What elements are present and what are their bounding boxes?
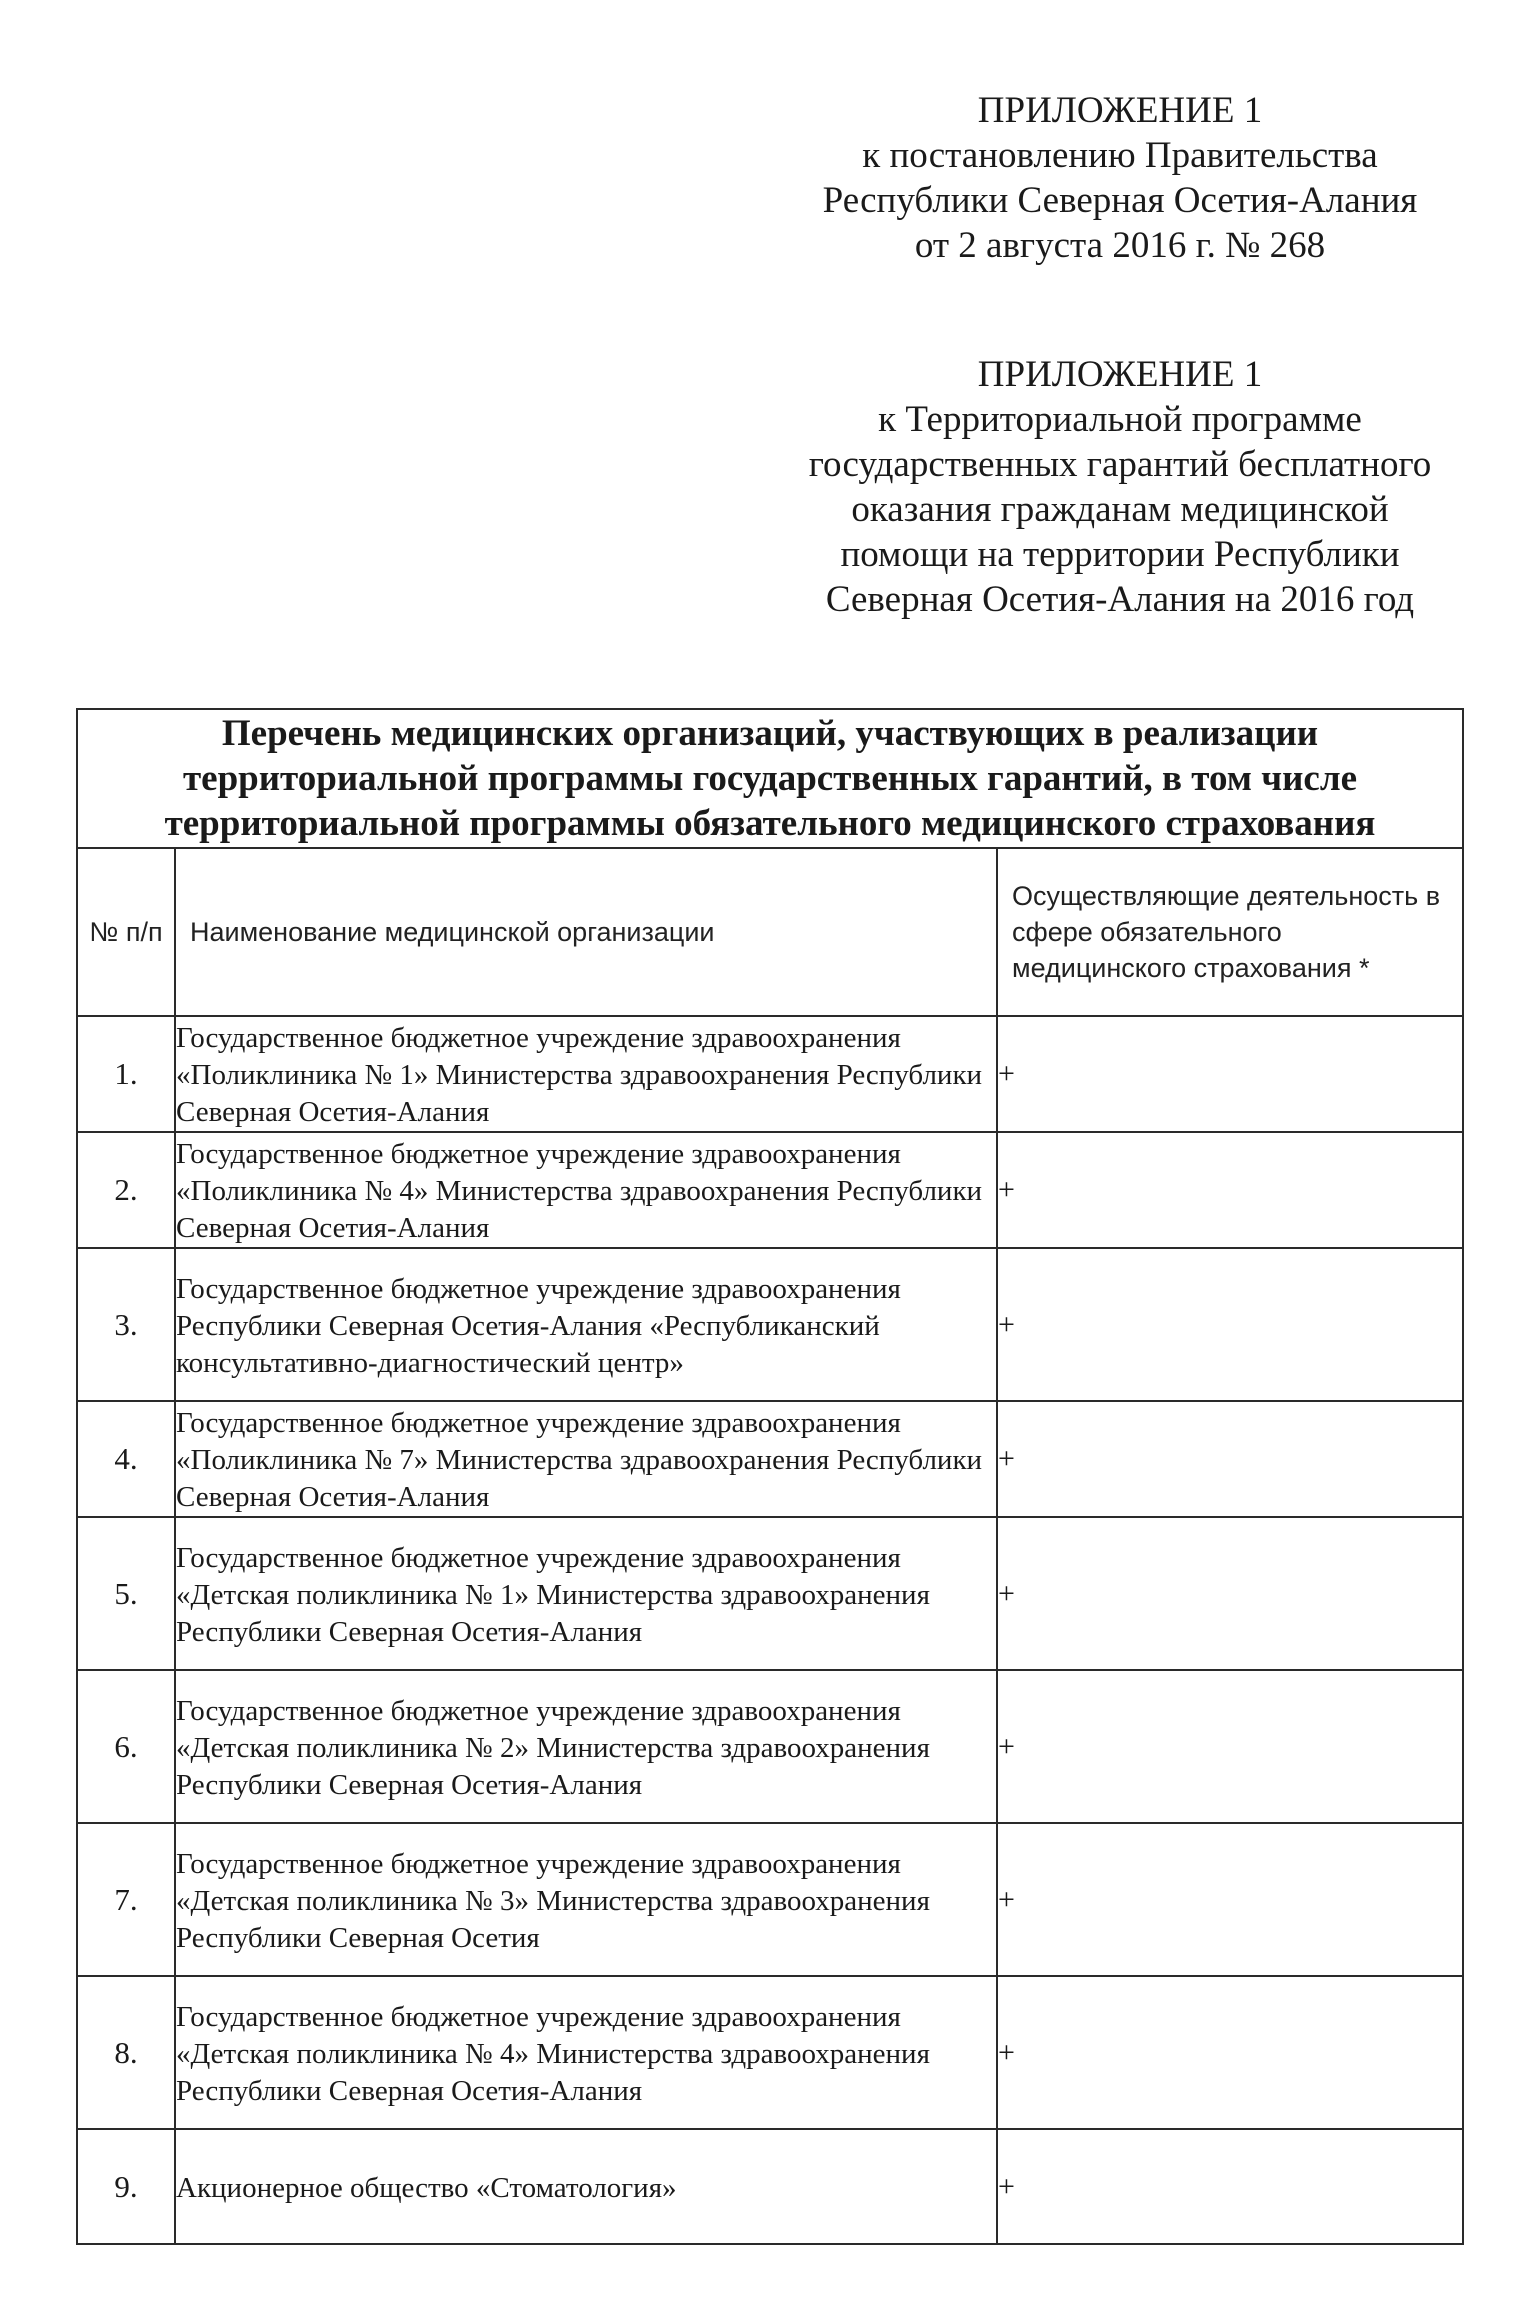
resolution-appendix-header [760, 88, 1480, 268]
column-header-name: Наименование медицинской организации [175, 848, 997, 1016]
organization-name: Государственное бюджетное учреждение здравоохранения «Поликлиника № 1» Министерства здравоохранения Республики Северная Осетия-Алания [175, 1016, 997, 1132]
oms-mark: + [997, 2129, 1463, 2244]
table-row [77, 1670, 1463, 1823]
oms-mark: + [997, 1823, 1463, 1976]
row-number: 9. [77, 2129, 175, 2244]
organization-name: Акционерное общество «Стоматология» [175, 2129, 997, 2244]
row-number: 8. [77, 1976, 175, 2129]
table-row [77, 1248, 1463, 1401]
organization-name: Государственное бюджетное учреждение здравоохранения «Детская поликлиника № 3» Министерства здравоохранения Республики Северная Осетия [175, 1823, 997, 1976]
header-line: помощи на территории Республики [840, 534, 1400, 575]
organization-name: Государственное бюджетное учреждение здравоохранения «Поликлиника № 4» Министерства здравоохранения Республики Северная Осетия-Алания [175, 1132, 997, 1248]
header-line: от 2 августа 2016 г. № 268 [914, 225, 1326, 266]
column-header-num: № п/п [77, 848, 175, 1016]
organizations-table [76, 708, 1464, 2245]
table-row [77, 1401, 1463, 1517]
oms-mark: + [997, 1976, 1463, 2129]
table-row [77, 1517, 1463, 1670]
header-line: Северная Осетия-Алания на 2016 год [825, 579, 1415, 620]
row-number: 5. [77, 1517, 175, 1670]
oms-mark: + [997, 1670, 1463, 1823]
row-number: 1. [77, 1016, 175, 1132]
program-appendix-header [760, 352, 1480, 622]
header-line: оказания гражданам медицинской [851, 489, 1389, 530]
table-header-row [77, 848, 1463, 1016]
row-number: 7. [77, 1823, 175, 1976]
oms-mark: + [997, 1401, 1463, 1517]
header-line: Республики Северная Осетия-Алания [822, 180, 1418, 221]
organization-name: Государственное бюджетное учреждение здравоохранения «Детская поликлиника № 2» Министерства здравоохранения Республики Северная Осетия-Алания [175, 1670, 997, 1823]
table-title: Перечень медицинских организаций, участвующих в реализации территориальной программы государственных гарантий, в том числе территориальной программы обязательного медицинского страхования [77, 709, 1463, 848]
header-line: ПРИЛОЖЕНИЕ 1 [977, 90, 1263, 131]
oms-mark: + [997, 1248, 1463, 1401]
row-number: 6. [77, 1670, 175, 1823]
table-row [77, 1976, 1463, 2129]
oms-mark: + [997, 1517, 1463, 1670]
table-row [77, 1016, 1463, 1132]
header-line: к Территориальной программе [878, 399, 1362, 440]
oms-mark: + [997, 1016, 1463, 1132]
table-row [77, 1132, 1463, 1248]
organization-name: Государственное бюджетное учреждение здравоохранения Республики Северная Осетия-Алания «Республиканский консультативно-диагностический центр» [175, 1248, 997, 1401]
table-row [77, 2129, 1463, 2244]
table-row [77, 1823, 1463, 1976]
row-number: 4. [77, 1401, 175, 1517]
column-header-oms: Осуществляющие деятельность в сфере обязательного медицинского страхования * [997, 848, 1463, 1016]
organization-name: Государственное бюджетное учреждение здравоохранения «Детская поликлиника № 1» Министерства здравоохранения Республики Северная Осетия-Алания [175, 1517, 997, 1670]
oms-mark: + [997, 1132, 1463, 1248]
organization-name: Государственное бюджетное учреждение здравоохранения «Поликлиника № 7» Министерства здравоохранения Республики Северная Осетия-Алания [175, 1401, 997, 1517]
row-number: 2. [77, 1132, 175, 1248]
header-line: государственных гарантий бесплатного [808, 444, 1432, 485]
organization-name: Государственное бюджетное учреждение здравоохранения «Детская поликлиника № 4» Министерства здравоохранения Республики Северная Осетия-Алания [175, 1976, 997, 2129]
header-line: ПРИЛОЖЕНИЕ 1 [977, 354, 1263, 395]
table-title-row [77, 709, 1463, 848]
header-line: к постановлению Правительства [862, 135, 1378, 176]
row-number: 3. [77, 1248, 175, 1401]
